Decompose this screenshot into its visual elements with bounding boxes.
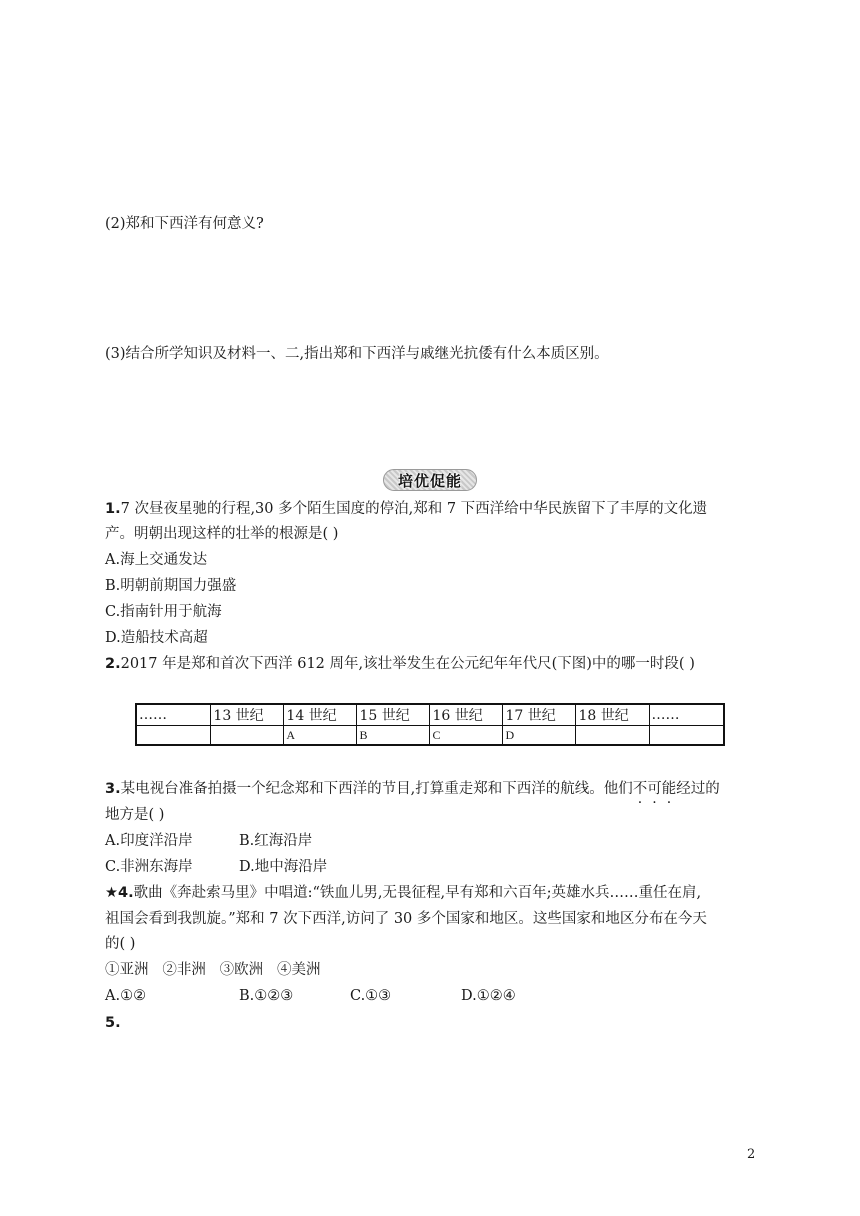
table-cell: 17 世纪: [503, 704, 576, 726]
table-cell: B: [357, 726, 430, 746]
table-cell: ……: [136, 704, 211, 726]
question-3-option-a: A.印度洋沿岸: [105, 833, 193, 849]
question-2-text: 2017 年是郑和首次下西洋 612 周年,该壮举发生在公元纪年年代尺(下图)中的哪一时段( ): [120, 656, 695, 672]
question-4-items: ①亚洲 ②非洲 ③欧洲 ④美洲: [105, 962, 321, 978]
question-5-line1: [105, 1013, 121, 1033]
question-4-line1: [105, 883, 701, 903]
question-3-line2: 地方是( ): [105, 807, 165, 823]
table-cell: 14 世纪: [284, 704, 357, 726]
question-3-option-c: C.非洲东海岸: [105, 859, 193, 875]
question-1-option-b: B.明朝前期国力强盛: [105, 578, 237, 594]
table-cell: D: [503, 726, 576, 746]
question-4-line3: 的( ): [105, 936, 136, 952]
question-4-option-b: B.①②③: [239, 988, 294, 1004]
emphasis-char: 不: [632, 781, 648, 797]
table-cell: C: [430, 726, 503, 746]
sub-question-2: (2)郑和下西洋有何意义?: [105, 216, 264, 232]
question-1-text: 7 次昼夜星驰的行程,30 多个陌生国度的停泊,郑和 7 下西洋给中华民族留下了丰厚的文化遗: [120, 501, 708, 517]
question-3-option-d: D.地中海沿岸: [239, 859, 328, 875]
question-4-text: 歌曲《奔赴索马里》中唱道:“铁血儿男,无畏征程,早有郑和六百年;英雄水兵……重任在肩,: [133, 885, 702, 901]
question-1-option-d: D.造船技术高超: [105, 630, 208, 646]
table-cell: [136, 726, 211, 746]
question-1-option-a: A.海上交通发达: [105, 552, 208, 568]
question-3-line1: [105, 779, 720, 799]
timeline-century-row: [136, 704, 724, 726]
table-cell: 15 世纪: [357, 704, 430, 726]
emphasis-char: 能: [661, 781, 677, 797]
question-3-text-tail: 经过的: [676, 781, 720, 797]
table-cell: 18 世纪: [576, 704, 649, 726]
table-cell: [576, 726, 649, 746]
sub-question-3: (3)结合所学知识及材料一、二,指出郑和下西洋与戚继光抗倭有什么本质区别。: [105, 346, 609, 362]
question-5-number: 5.: [105, 1015, 121, 1031]
question-3-option-b: B.红海沿岸: [239, 833, 313, 849]
banner-title: 培优促能: [397, 471, 462, 490]
question-1-option-c: C.指南针用于航海: [105, 604, 222, 620]
question-4-line2: 祖国会看到我凯旋。”郑和 7 次下西洋,访问了 30 多个国家和地区。这些国家和地区分布在今天: [105, 911, 707, 927]
table-cell: ……: [649, 704, 724, 726]
timeline-segment-row: [136, 726, 724, 746]
question-2-line1: [105, 654, 695, 674]
question-4-number: ★4.: [105, 885, 134, 901]
question-1-number: 1.: [105, 501, 121, 517]
table-cell: 16 世纪: [430, 704, 503, 726]
table-cell: [211, 726, 284, 746]
question-3-number: 3.: [105, 781, 121, 797]
question-4-option-c: C.①③: [350, 988, 392, 1004]
question-1-line2: 产。明朝出现这样的壮举的根源是( ): [105, 526, 339, 542]
question-3-text: 某电视台准备拍摄一个纪念郑和下西洋的节目,打算重走郑和下西洋的航线。他们: [120, 781, 633, 797]
question-2-number: 2.: [105, 656, 121, 672]
page-number: 2: [747, 1147, 756, 1162]
question-1-line1: [105, 499, 707, 519]
question-4-option-a: A.①②: [105, 988, 147, 1004]
question-4-option-d: D.①②④: [461, 988, 516, 1004]
section-banner: [383, 469, 477, 491]
table-cell: [649, 726, 724, 746]
timeline-table: [135, 703, 725, 746]
emphasis-char: 可: [647, 781, 662, 797]
table-cell: 13 世纪: [211, 704, 284, 726]
table-cell: A: [284, 726, 357, 746]
